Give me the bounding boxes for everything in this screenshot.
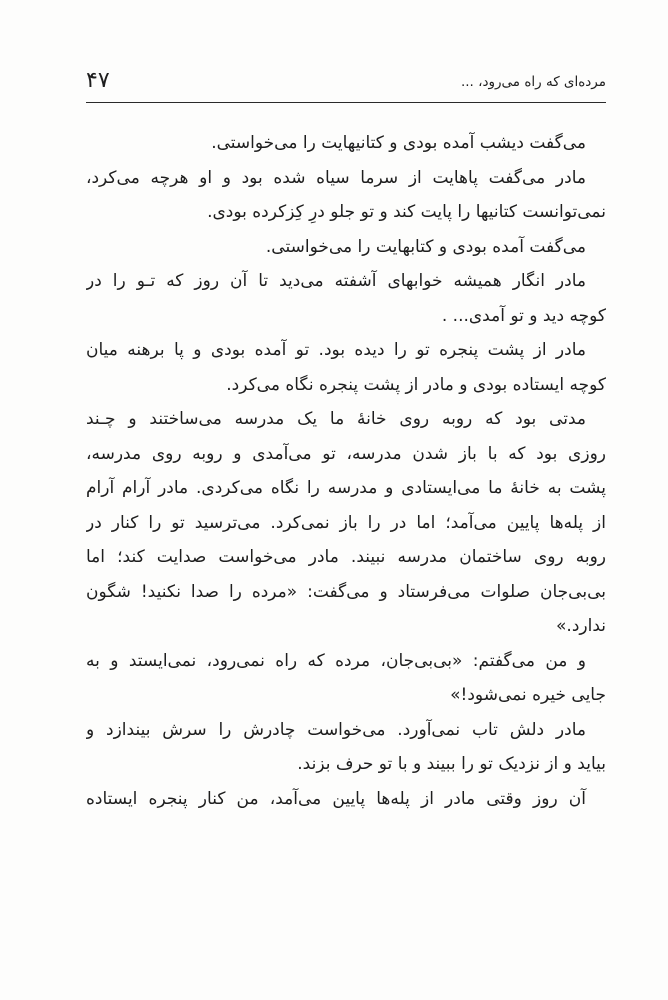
- text-line: و من می‌گفتم: «بی‌بی‌جان، مرده که راه نمی‌رود، نمی‌ایستد و به: [86, 650, 586, 671]
- text-line: ندارد.»: [556, 616, 606, 636]
- text-line: کوچه ایستاده بودی و مادر از پشت پنجره نگاه می‌کرد.: [226, 374, 606, 395]
- text-line: از پله‌ها پایین می‌آمد؛ اما در را باز نمی‌کرد. می‌ترسید تو را کنار در: [86, 512, 606, 533]
- page-number: ۴۷: [86, 68, 110, 93]
- text-line: مادر می‌گفت پاهایت از سرما سیاه شده بود و او هرچه می‌کرد،: [86, 167, 586, 188]
- text-line: مادر از پشت پنجره تو را دیده بود. تو آمده بودی و پا برهنه میان: [86, 340, 586, 360]
- running-title: مرده‌ای که راه می‌رود، ...: [460, 74, 606, 90]
- text-line: روبه روی ساختمان مدرسه نبیند. مادر می‌خواست صدایت کند؛ اما: [86, 547, 606, 567]
- text-line: کوچه دید و تو آمدی... .: [441, 305, 606, 326]
- text-line: بیاید و از نزدیک تو را ببیند و با تو حرف بزند.: [297, 754, 606, 774]
- text-line: پشت به خانهٔ ما می‌ایستادی و مدرسه را نگاه می‌کردی. مادر آرام آرام: [86, 478, 606, 498]
- text-line: جایی خیره نمی‌شود!»: [450, 685, 606, 705]
- header-rule: [86, 102, 606, 103]
- text-line: آن روز وقتی مادر از پله‌ها پایین می‌آمد، من کنار پنجره ایستاده: [86, 788, 586, 809]
- text-line: می‌گفت آمده بودی و کتابهایت را می‌خواستی.: [265, 236, 586, 257]
- body-text: [86, 126, 606, 816]
- text-line: نمی‌توانست کتانیها را پایت کند و تو جلو درِ کِزکرده بودی.: [207, 202, 606, 222]
- text-line: روزی بود که با باز شدن مدرسه، تو می‌آمدی و روبه روی مدرسه،: [86, 443, 606, 464]
- text-line: می‌گفت دیشب آمده بودی و کتانیهایت را می‌خواستی.: [211, 133, 586, 153]
- running-header: [86, 66, 606, 102]
- text-line: بی‌بی‌جان صلوات می‌فرستاد و می‌گفت: «مرده را صدا نکنید! شگون: [86, 581, 606, 602]
- text-line: مادر دلش تاب نمی‌آورد. می‌خواست چادرش را سرش بیندازد و: [86, 719, 586, 740]
- text-line: مادر انگار همیشه خوابهای آشفته می‌دید تا آن روز که تـو را در: [86, 271, 586, 291]
- text-line: مدتی بود که روبه روی خانهٔ ما یک مدرسه می‌ساختند و چـند: [86, 409, 586, 429]
